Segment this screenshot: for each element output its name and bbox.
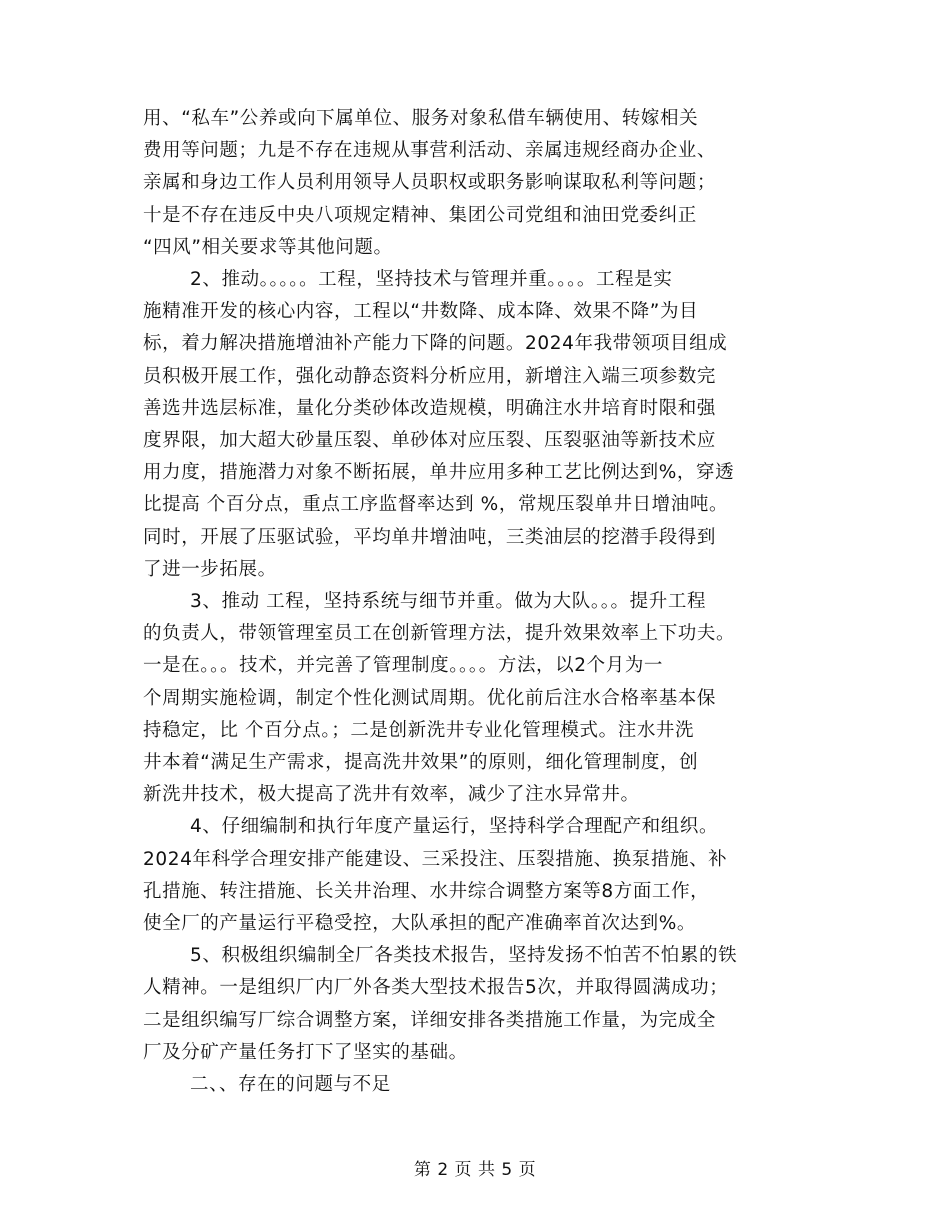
paragraph-line: 二、、存在的问题与不足	[190, 1074, 391, 1095]
paragraph-line: 同时，开展了压驱试验，平均单井增油吨，三类油层的挖潜手段得到	[143, 526, 717, 548]
paragraph-line: 度界限，加大超大砂量压裂、单砂体对应压裂、压裂驱油等新技术应	[143, 430, 717, 451]
paragraph-line: 人精神。一是组织厂内厂外各类大型技术报告5次，并取得圆满成功；	[143, 977, 729, 999]
paragraph-line: 2、推动。。。。。工程，坚持技术与管理并重。。。。工程是实	[190, 269, 673, 290]
paragraph-line: 十是不存在违反中央八项规定精神、集团公司党组和油田党委纠正	[143, 204, 697, 226]
paragraph-line: 个周期实施检调，制定个性化测试周期。优化前后注水合格率基本保	[143, 687, 717, 709]
paragraph-line: 二是组织编写厂综合调整方案，详细安排各类措施工作量，为完成全	[143, 1009, 717, 1031]
paragraph-line: 持稳定，比 个百分点。；二是创新洗井专业化管理模式。注水井洗	[143, 719, 695, 741]
paragraph-line: 了进一步拓展。	[143, 558, 277, 580]
page-number-footer: 第 2 页 共 5 页	[413, 1160, 537, 1180]
paragraph-line: 2024年科学合理安排产能建设、三采投注、压裂措施、换泵措施、补	[143, 848, 728, 870]
paragraph-line: 井本着“满足生产需求，提高洗井效果”的原则，细化管理制度，创	[143, 752, 699, 773]
paragraph-line: “四风”相关要求等其他问题。	[143, 236, 393, 258]
paragraph-line: 标，着力解决措施增油补产能力下降的问题。2024年我带领项目组成	[143, 333, 728, 355]
paragraph-line: 使全厂的产量运行平稳受控，大队承担的配产准确率首次达到%。	[143, 913, 696, 934]
paragraph-line: 用力度，措施潜力对象不断拓展，单井应用多种工艺比例达到%，穿透	[143, 462, 735, 484]
paragraph-line: 孔措施、转注措施、长关井治理、水井综合调整方案等8方面工作，	[143, 880, 710, 902]
paragraph-line: 善选井选层标准，量化分类砂体改造规模，明确注水井培育时限和强	[143, 397, 717, 419]
paragraph-line: 5、积极组织编制全厂各类技术报告，坚持发扬不怕苦不怕累的铁	[190, 945, 738, 967]
paragraph-line: 亲属和身边工作人员利用领导人员职权或职务影响谋取私利等问题；	[143, 172, 717, 194]
paragraph-line: 费用等问题；九是不存在违规从事营利活动、亲属违规经商办企业、	[143, 140, 717, 162]
paragraph-line: 用、“私车”公养或向下属单位、服务对象私借车辆使用、转嫁相关	[143, 108, 699, 129]
paragraph-line: 厂及分矿产量任务打下了坚实的基础。	[143, 1041, 468, 1063]
paragraph-line: 比提高 个百分点，重点工序监督率达到 %，常规压裂单井日增油吨。	[143, 494, 729, 516]
paragraph-line: 新洗井技术，极大提高了洗井有效率，减少了注水异常井。	[143, 784, 640, 806]
paragraph-line: 员积极开展工作，强化动静态资料分析应用，新增注入端三项参数完	[143, 365, 717, 387]
paragraph-line: 施精准开发的核心内容，工程以“井数降、成本降、效果不降”为目	[143, 301, 699, 323]
paragraph-line: 的负责人，带领管理室员工在创新管理方法，提升效果效率上下功夫。	[143, 623, 736, 645]
paragraph-line: 一是在。。。技术，并完善了管理制度。。。。方法，以2个月为一	[143, 655, 664, 677]
paragraph-line: 4、仔细编制和执行年度产量运行，坚持科学合理配产和组织。	[190, 816, 719, 838]
paragraph-line: 3、推动 工程，坚持系统与细节并重。做为大队。。。提升工程	[190, 591, 707, 612]
